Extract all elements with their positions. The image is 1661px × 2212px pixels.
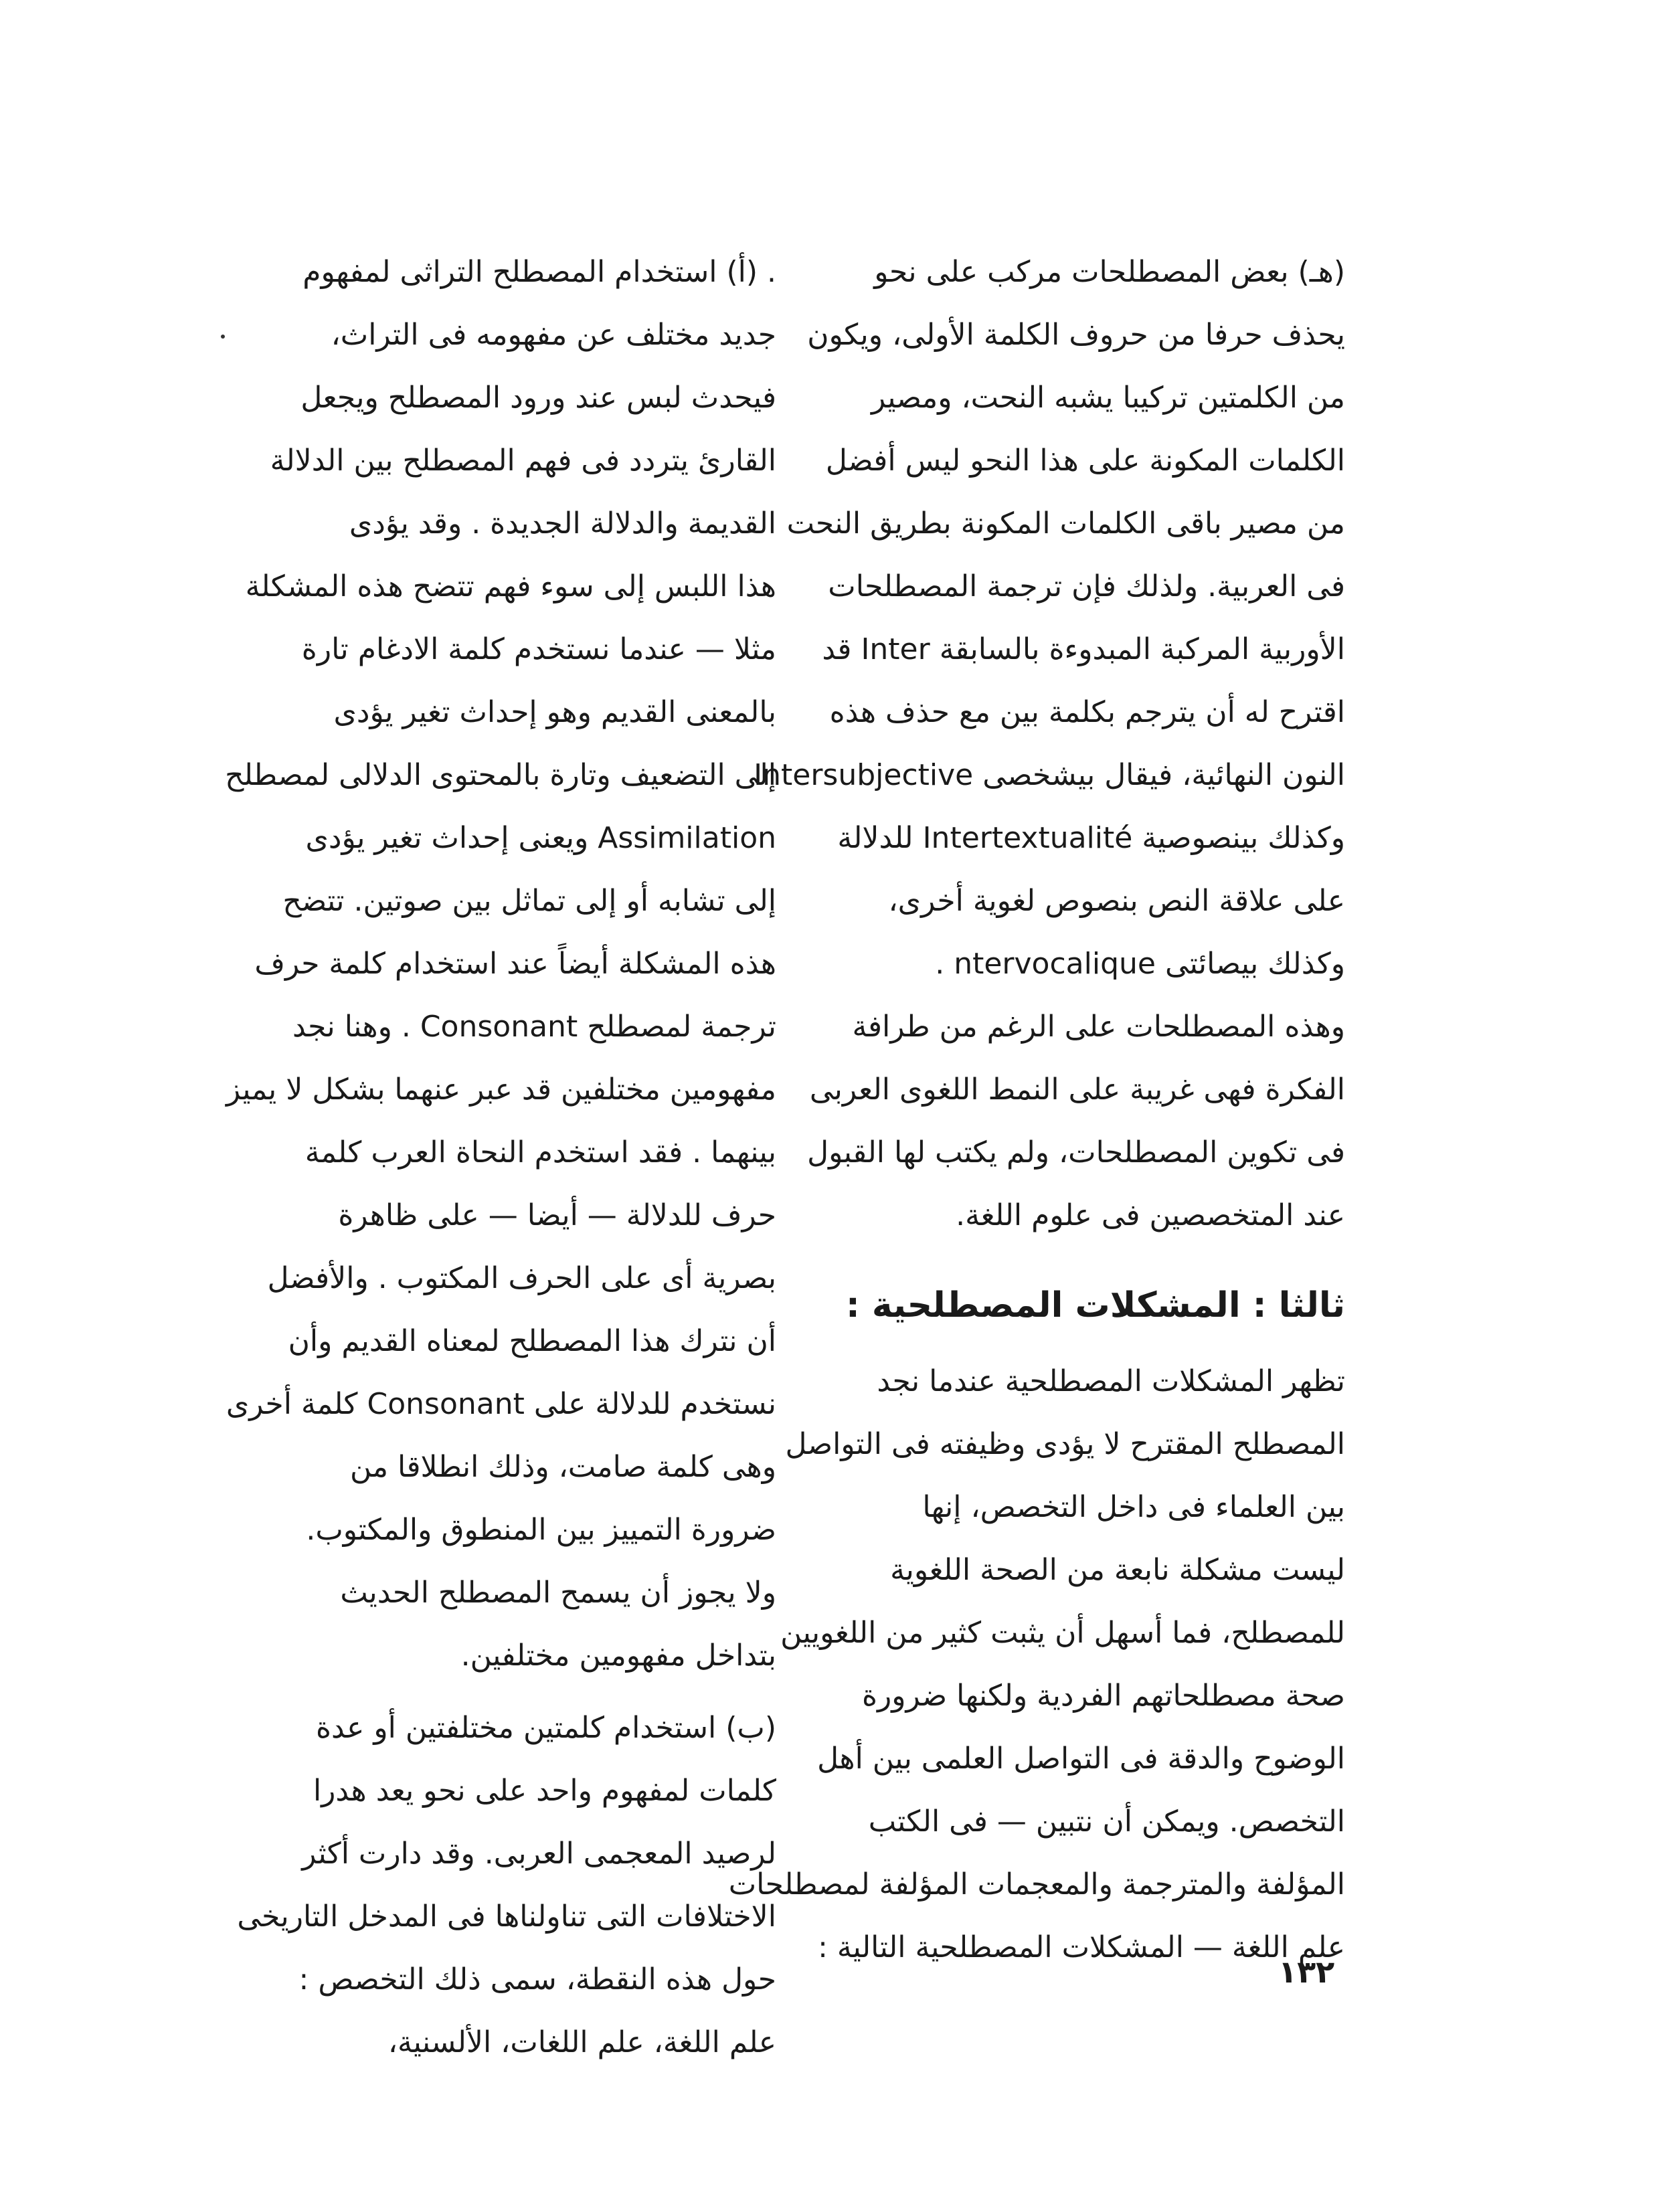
text-line: وكذلك بينصوصية Intertextualité للدلالة <box>837 821 1345 855</box>
text-line: ليست مشكلة نابعة من الصحة اللغوية <box>890 1553 1345 1587</box>
text-line: القديمة والدلالة الجديدة . وقد يؤدى <box>349 506 776 541</box>
text-line: بينهما . فقد استخدم النحاة العرب كلمة <box>304 1135 776 1170</box>
section-heading: ثالثا : المشكلات المصطلحية : <box>845 1285 1345 1325</box>
text-line: جديد مختلف عن مفهومه فى التراث، <box>331 318 776 352</box>
text-line: فى العربية. ولذلك فإن ترجمة المصطلحات <box>828 569 1345 604</box>
text-line: إلى تشابه أو إلى تماثل بين صوتين. تتضح <box>282 884 776 918</box>
text-line: مفهومين مختلفين قد عبر عنهما بشكل لا يميز <box>226 1073 776 1107</box>
text-line: بين العلماء فى داخل التخصص، إنها <box>922 1490 1345 1524</box>
text-line: تظهر المشكلات المصطلحية عندما نجد <box>877 1364 1345 1398</box>
text-line: هذه المشكلة أيضاً عند استخدام كلمة حرف <box>254 947 776 981</box>
text-line: الوضوح والدقة فى التواصل العلمى بين أهل <box>817 1742 1345 1776</box>
text-line: صحة مصطلحاتهم الفردية ولكنها ضرورة <box>861 1679 1345 1713</box>
paragraph-problems <box>728 1350 1345 1979</box>
text-line: فى تكوين المصطلحات، ولم يكتب لها القبول <box>807 1135 1345 1170</box>
text-line: الأوربية المركبة المبدوءة بالسابقة Inter قد <box>822 632 1345 666</box>
text-line: فيحدث لبس عند ورود المصطلح ويجعل <box>300 381 776 415</box>
text-line: اقترح له أن يترجم بكلمة بين مع حذف هذه <box>829 695 1345 729</box>
text-line: كلمات لمفهوم واحد على نحو يعد هدرا <box>313 1774 776 1808</box>
text-line: المؤلفة والمترجمة والمعجمات المؤلفة لمصطلحات <box>728 1867 1345 1902</box>
text-line: هذا اللبس إلى سوء فهم تتضح هذه المشكلة <box>245 569 776 604</box>
text-line: وهى كلمة صامت، وذلك انطلاقا من <box>350 1450 776 1484</box>
text-line: للمصطلح، فما أسهل أن يثبت كثير من اللغويين <box>780 1616 1345 1650</box>
text-line: ضرورة التمييز بين المنطوق والمكتوب. <box>306 1513 776 1547</box>
text-line: يحذف حرفا من حروف الكلمة الأولى، ويكون <box>807 318 1345 352</box>
text-line: حول هذه النقطة، سمى ذلك التخصص : <box>298 1962 776 1997</box>
text-line: وهذه المصطلحات على الرغم من طرافة <box>852 1010 1345 1044</box>
text-line: وكذلك بيصائتى ntervocalique . <box>935 947 1345 981</box>
text-line: ترجمة لمصطلح Consonant . وهنا نجد <box>292 1010 776 1044</box>
left-column <box>225 241 776 2074</box>
text-line: من الكلمتين تركيبا يشبه النحت، ومصير <box>871 381 1345 415</box>
text-line: القارئ يتردد فى فهم المصطلح بين الدلالة <box>270 444 776 478</box>
text-line: Assimilation ويعنى إحداث تغير يؤدى <box>305 821 776 855</box>
text-line: علم اللغة، علم اللغات، الألسنية، <box>387 2025 776 2059</box>
text-line: نستخدم للدلالة على Consonant كلمة أخرى <box>226 1387 776 1421</box>
text-line: أن نترك هذا المصطلح لمعناه القديم وأن <box>288 1324 776 1358</box>
paragraph-h <box>754 241 1345 1247</box>
page-number: ١٣٢ <box>1278 1954 1335 1990</box>
text-line: (ب) استخدام كلمتين مختلفتين أو عدة <box>315 1711 776 1745</box>
text-line: بصرية أى على الحرف المكتوب . والأفضل <box>267 1261 776 1295</box>
text-line: لرصيد المعجمى العربى. وقد دارت أكثر <box>302 1837 776 1871</box>
text-line: علم اللغة — المشكلات المصطلحية التالية : <box>818 1930 1345 1964</box>
text-line: من مصير باقى الكلمات المكونة بطريق النحت <box>786 506 1345 541</box>
text-line: على علاقة النص بنصوص لغوية أخرى، <box>888 884 1345 918</box>
text-line: مثلا — عندما نستخدم كلمة الادغام تارة <box>301 632 776 666</box>
text-line: إلى التضعيف وتارة بالمحتوى الدلالى لمصطلح <box>225 758 776 792</box>
text-line: المصطلح المقترح لا يؤدى وظيفته فى التواصل <box>785 1427 1345 1461</box>
text-line: الفكرة فهى غريبة على النمط اللغوى العربى <box>809 1073 1345 1107</box>
text-line: . (أ) استخدام المصطلح التراثى لمفهوم <box>302 255 776 289</box>
text-line: ولا يجوز أن يسمح المصطلح الحديث <box>340 1576 776 1610</box>
text-line: الكلمات المكونة على هذا النحو ليس أفضل <box>825 444 1345 478</box>
paragraph-a <box>225 241 776 1687</box>
stray-mark <box>221 335 225 339</box>
text-line: حرف للدلالة — أيضا — على ظاهرة <box>338 1198 776 1232</box>
text-line: التخصص. ويمكن أن نتبين — فى الكتب <box>868 1805 1345 1839</box>
paragraph-b <box>237 1697 776 2074</box>
text-line: النون النهائية، فيقال بيشخصى Intersubjective <box>754 758 1345 792</box>
text-line: بالمعنى القديم وهو إحداث تغير يؤدى <box>333 695 776 729</box>
text-line: (هـ) بعض المصطلحات مركب على نحو <box>874 255 1345 289</box>
text-line: بتداخل مفهومين مختلفين. <box>460 1639 776 1673</box>
right-column <box>728 241 1345 1979</box>
text-line: الاختلافات التى تناولناها فى المدخل التاريخى <box>237 1900 776 1934</box>
text-line: عند المتخصصين فى علوم اللغة. <box>956 1198 1345 1232</box>
